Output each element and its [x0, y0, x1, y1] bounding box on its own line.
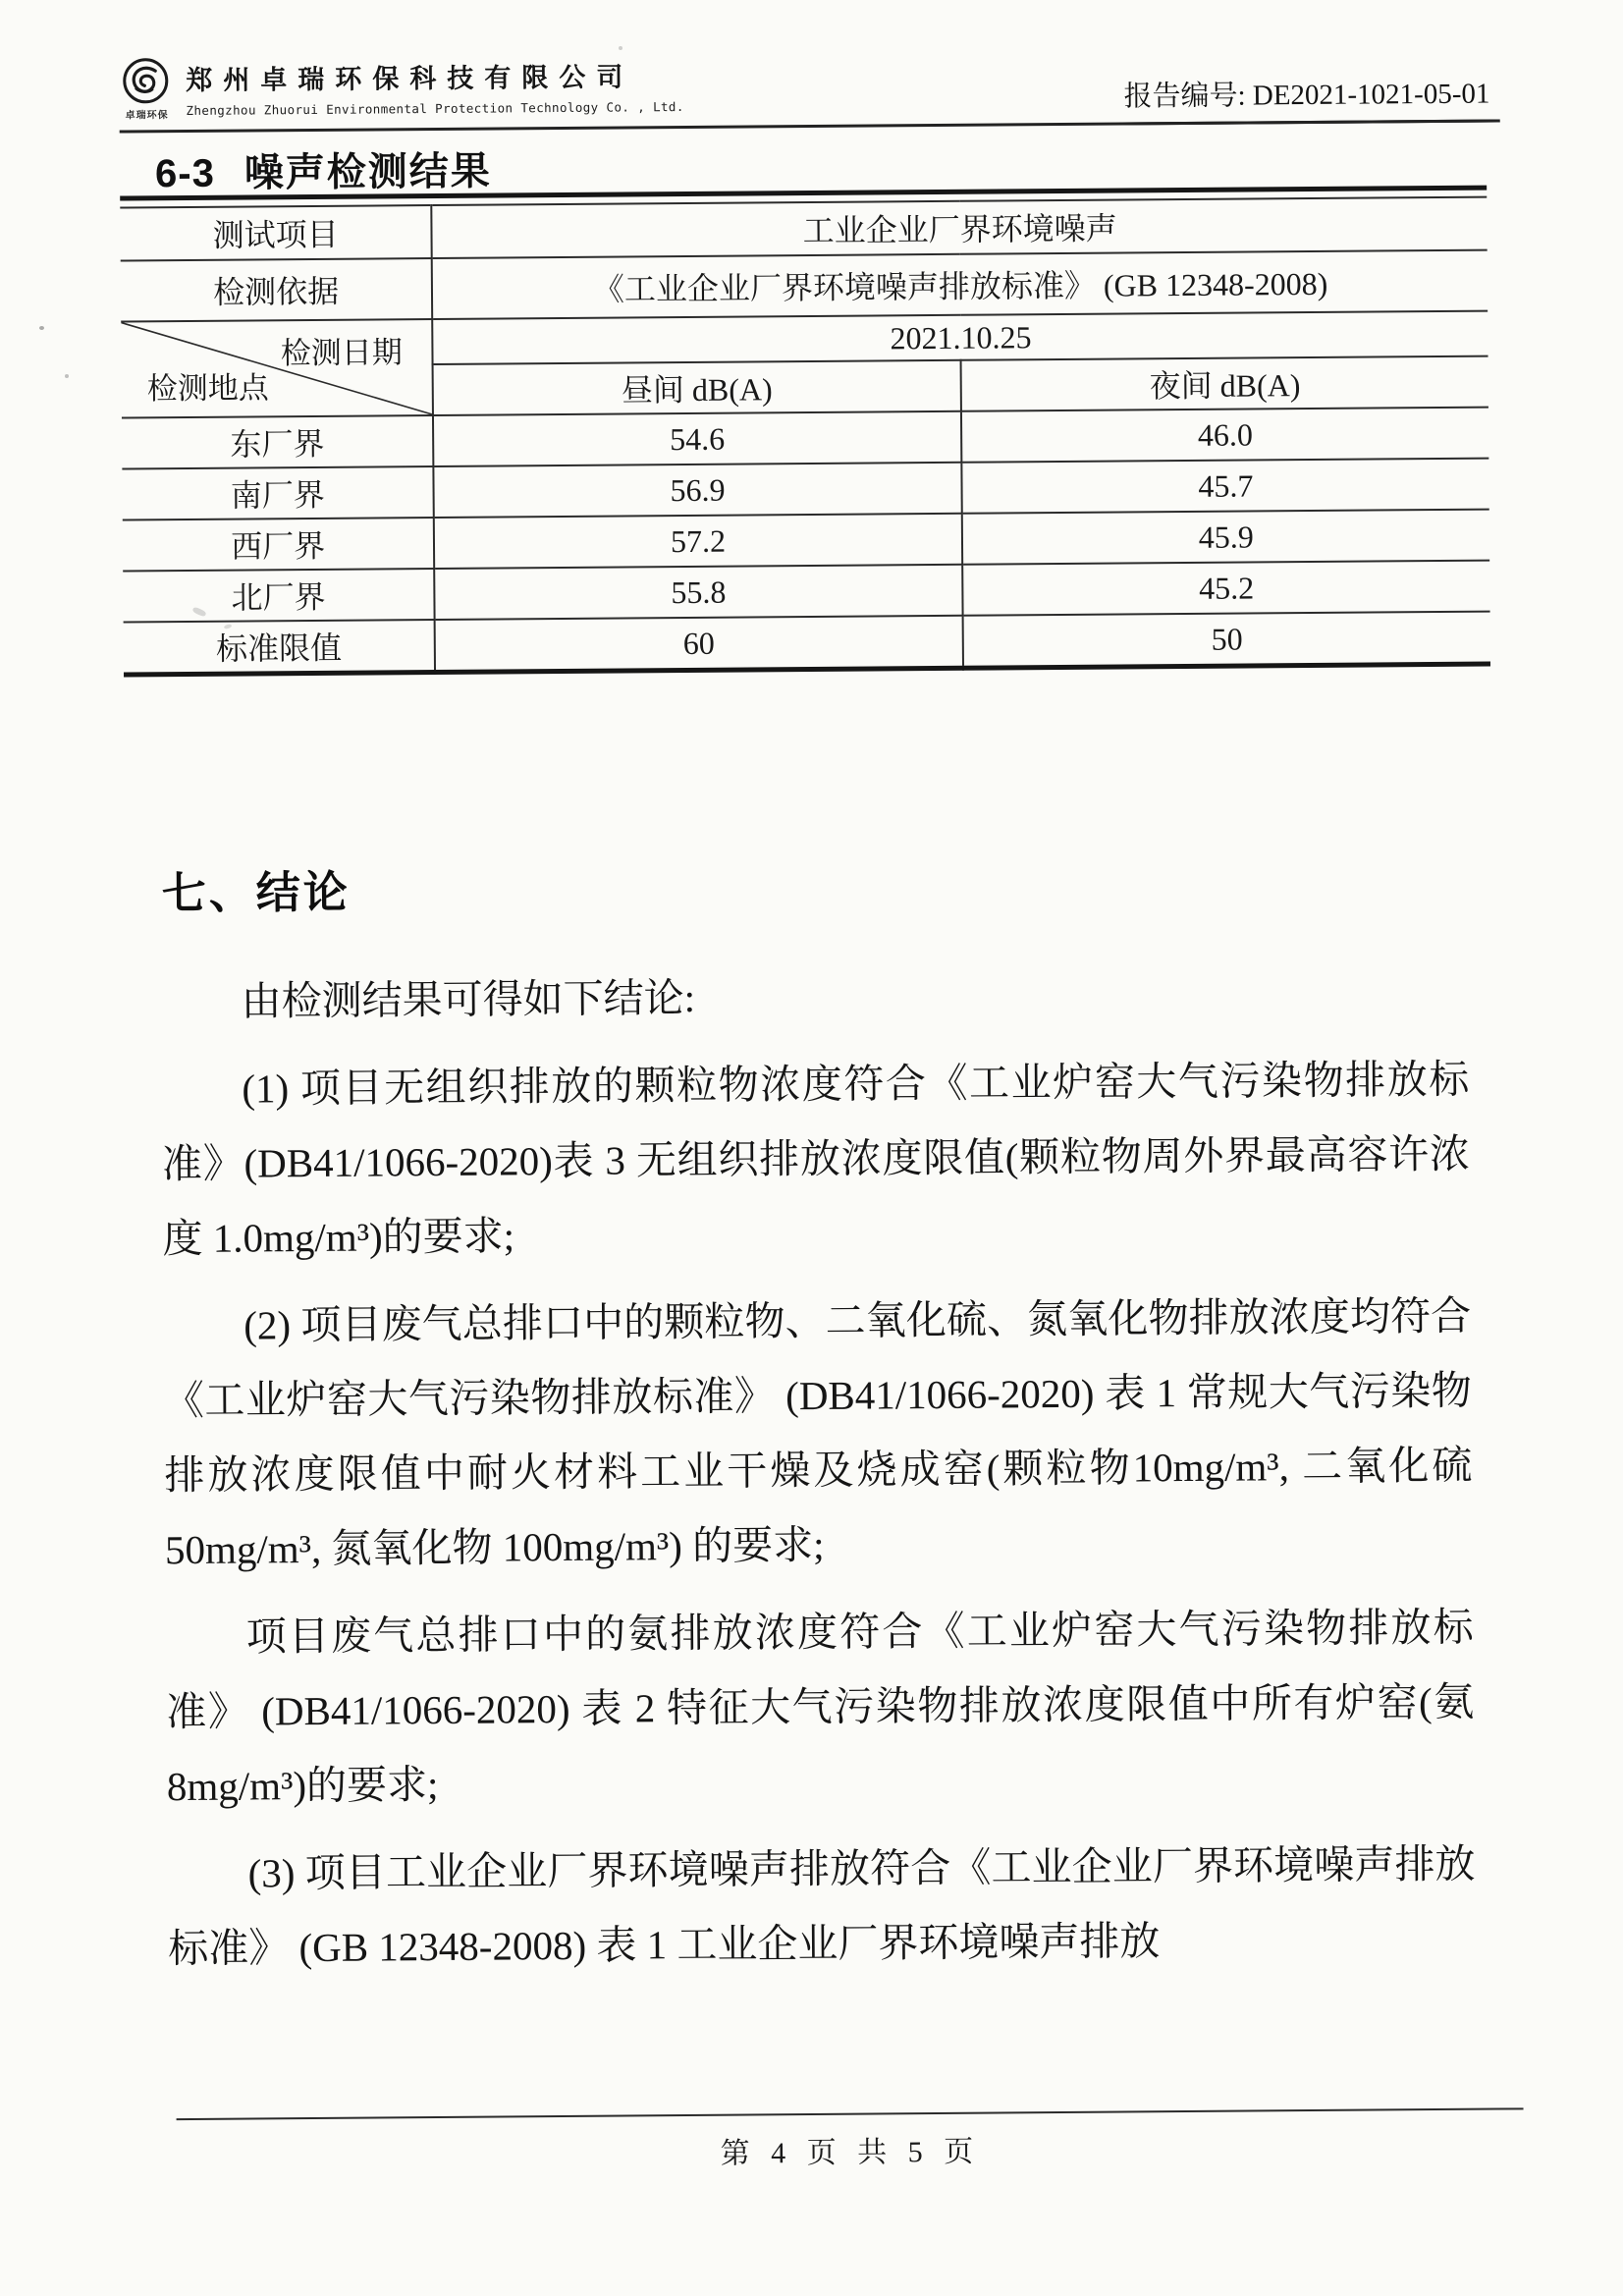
conclusion-intro: 由检测结果可得如下结论: [241, 974, 696, 1024]
table-row [121, 250, 1488, 322]
day-value-cell: 54.6 [433, 411, 961, 466]
basis-value: 《工业企业厂界环境噪声排放标准》 (GB 12348-2008) [432, 250, 1488, 319]
location-cell: 西厂界 [123, 518, 435, 571]
logo-caption: 卓瑞环保 [125, 110, 169, 122]
day-value-cell: 55.8 [435, 565, 963, 620]
company-name-en: Zhengzhou Zhuorui Environmental Protection Technology Co. , Ltd. [186, 98, 684, 118]
page-header [119, 45, 1500, 133]
table-row [124, 612, 1490, 675]
section-heading [155, 140, 492, 199]
conclusion-heading: 七、结论 [161, 866, 351, 919]
night-value-cell: 45.2 [962, 561, 1490, 616]
day-value-cell: 60 [435, 616, 963, 673]
company-logo-icon [119, 56, 172, 109]
basis-label: 检测依据 [121, 258, 433, 321]
scan-speck [39, 326, 44, 330]
page-number: 第 4 页 共 5 页 [720, 2135, 981, 2170]
company-name-cn: 郑州卓瑞环保科技有限公司 [186, 62, 634, 95]
location-cell: 标准限值 [124, 620, 436, 675]
scan-speck [65, 374, 69, 378]
conclusion-paragraph-3: 项目废气总排口中的氨排放浓度符合《工业炉窑大气污染物排放标准》 (DB41/1066-2020) 表 2 特征大气污染物排放浓度限值中所有炉窑(氨 8mg/m³)的要求; [166, 1604, 1475, 1810]
night-value-cell: 46.0 [961, 408, 1489, 463]
night-value-cell: 45.9 [961, 510, 1489, 565]
section-number: 6-3 [154, 151, 216, 196]
date-value: 2021.10.25 [433, 311, 1488, 364]
date-header-label: 检测日期 [280, 335, 403, 371]
test-item-value: 工业企业厂界环境噪声 [432, 197, 1488, 258]
section-title: 噪声检测结果 [243, 149, 493, 195]
conclusion-paragraph-1: (1) 项目无组织排放的颗粒物浓度符合《工业炉窑大气污染物排放标准》(DB41/1066-2020)表 3 无组织排放浓度限值(颗粒物周外界最高容许浓度 1.0mg/m³)的要求; [161, 1056, 1471, 1262]
location-header-label: 检测地点 [146, 370, 269, 407]
company-brand [119, 52, 684, 122]
scan-speck [619, 46, 622, 50]
night-value-cell: 50 [962, 612, 1490, 669]
diagonal-header-cell [121, 319, 433, 417]
test-item-label: 测试项目 [120, 205, 432, 260]
night-value-cell: 45.7 [961, 459, 1489, 514]
noise-table [120, 196, 1490, 678]
location-cell: 北厂界 [123, 569, 435, 622]
day-value-cell: 56.9 [434, 463, 962, 518]
conclusion-paragraph-2: (2) 项目废气总排口中的颗粒物、二氧化硫、氮氧化物排放浓度均符合《工业炉窑大气污染物排放标准》 (DB41/1066-2020) 表 1 常规大气污染物排放浓度限值中耐火材料工业干燥及烧成窑(颗粒物10mg/m³, 二氧化硫 50mg/m³, 氮氧化物 100mg/m³) 的要求; [163, 1292, 1473, 1573]
report-number: 报告编号: DE2021-1021-05-01 [1119, 71, 1499, 125]
location-cell: 南厂界 [122, 466, 434, 519]
location-cell: 东厂界 [122, 415, 434, 468]
day-column-header: 昼间 dB(A) [433, 360, 961, 415]
night-column-header: 夜间 dB(A) [960, 356, 1488, 411]
conclusion-section [159, 847, 1476, 1998]
company-name-block [186, 55, 684, 118]
company-logo [119, 56, 175, 121]
noise-table-block [120, 186, 1490, 678]
conclusion-paragraph-4: (3) 项目工业企业厂界环境噪声排放符合《工业企业厂界环境噪声排放标准》 (GB 12348-2008) 表 1 工业企业厂界环境噪声排放 [168, 1840, 1476, 1972]
page-footer [177, 2107, 1524, 2176]
day-value-cell: 57.2 [434, 514, 962, 569]
